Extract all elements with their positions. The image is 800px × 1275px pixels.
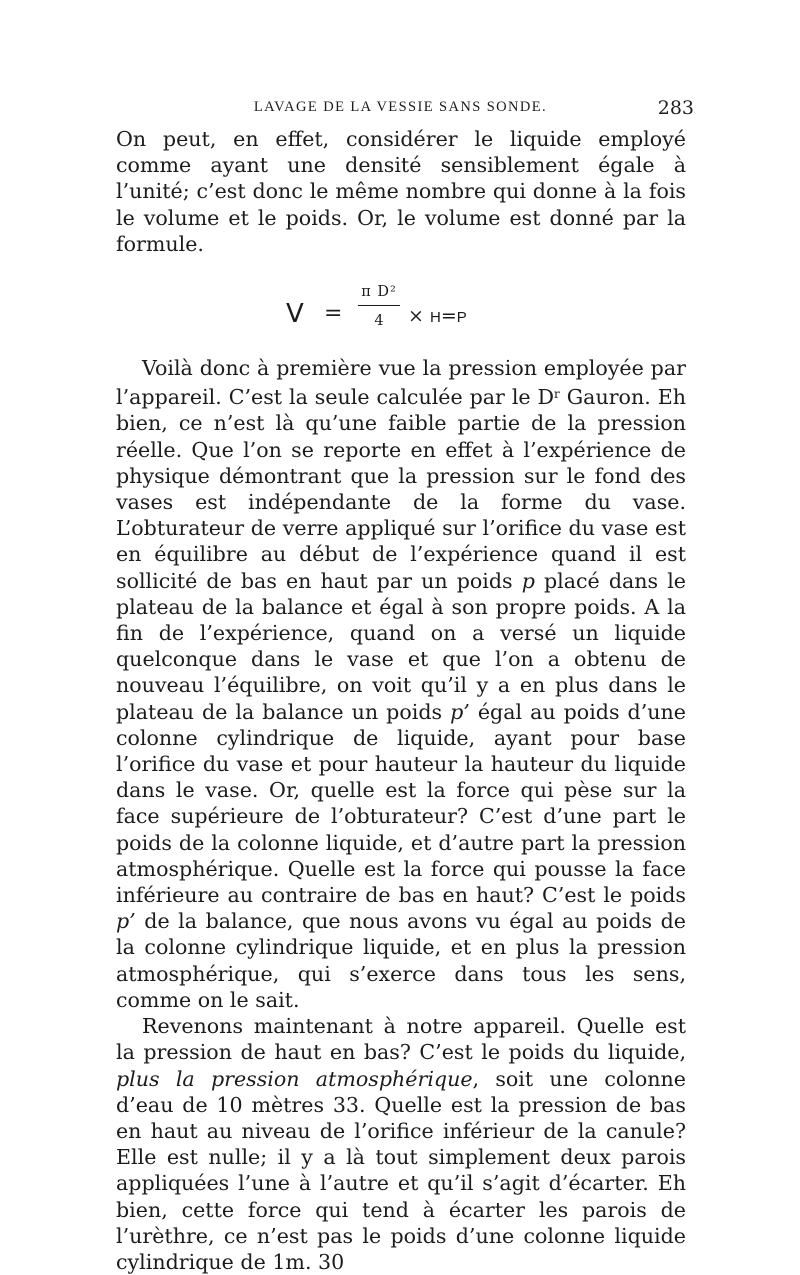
running-title: LAVAGE DE LA VESSIE SANS SONDE. xyxy=(253,99,548,115)
formula-equals: = xyxy=(324,301,343,327)
p2-var-p-prime: p’ xyxy=(450,699,470,724)
p2-text-b: Gauron. Eh bien, ce n’est là qu’une faible partie de la pression réelle. Que l’on se reporte en effet à l’expérience de physique démontrant que la pression sur le fond des vases est indépendante de la forme du vase. L’obturateur de verre appliqué sur l’orifice du vase est en équilibre au début de l’expérience quand il est sollicité de bas en haut par un poids xyxy=(116,385,686,593)
p3-italic: plus la pression atmosphérique xyxy=(116,1066,473,1091)
p2-var-p-prime-2: p’ xyxy=(116,909,136,934)
page-number: 283 xyxy=(657,97,694,119)
p2-text-d: égal au poids d’une colonne cylindrique de liquide, ayant pour base l’orifice du vase et pour hauteur la hauteur du liquide dans le vase. Or, quelle est la force qui pèse sur la face supérieure de l’obturateur? C’est d’une part le poids de la colonne liquide, et d’autre part la pression atmosphérique. Quelle est la force qui pousse la face inférieure au contraire de bas en haut? C’est le poids xyxy=(116,699,686,908)
p2-text-c: placé dans le plateau de la balance et égal à son propre poids. A la fin de l’expérience, quand on a versé un liquide quelconque dans le vase et que l’on a obtenu de nouveau l’équilibre, on voit qu’il y a en plus dans le plateau de la balance un poids xyxy=(116,568,686,724)
formula-rest xyxy=(408,303,467,331)
p2-text-e: de la balance, que nous avons vu égal au poids de la colonne cylindrique liquide, et en plus la pression atmosphérique, qui s’exerce dans tous les sens, comme on le sait. xyxy=(116,909,686,1012)
formula-lhs: V xyxy=(286,299,304,330)
formula-numerator: π D² xyxy=(361,284,397,301)
formula-h: H xyxy=(429,309,441,327)
p2-var-p: p xyxy=(521,568,535,593)
paragraph-1: On peut, en effet, considérer le liquide employé comme ayant une densité sensiblement égale à l’unité; c’est donc le même nombre qui donne à la fois le volume et le poids. Or, le volume est donné par la formule. xyxy=(116,127,686,256)
p2-superscript: r xyxy=(554,387,560,402)
body-text xyxy=(116,126,686,1275)
formula-fraction xyxy=(354,279,404,335)
formula-equals-2: = xyxy=(440,305,457,328)
volume-formula xyxy=(286,279,516,339)
fraction-bar xyxy=(358,305,400,306)
p3-text-b: , soit une colonne d’eau de 10 mètres 33. Quelle est la pression de bas en haut au niveau de l’orifice inférieur de la canule? Elle est nulle; il y a là tout simplement deux parois appliquées l’une à l’autre et qu’il s’agit d’écarter. Eh bien, cette force qui tend à écarter les parois de l’urèthre, ce n’est pas le poids d’une colonne liquide cylindrique de 1m. 30 xyxy=(116,1066,686,1274)
p2-text-a: Voilà donc à première vue la pression employée par l’appareil. C’est la seule calculée par le D xyxy=(116,356,686,410)
running-head xyxy=(113,97,694,121)
p3-text-a: Revenons maintenant à notre appareil. Quelle est la pression de haut en bas? C’est le poids du liquide, xyxy=(116,1014,686,1065)
formula-denominator: 4 xyxy=(374,313,384,330)
formula-p: P xyxy=(456,309,467,327)
formula-times: × xyxy=(408,305,424,328)
paragraph-3 xyxy=(116,1013,686,1275)
formula-block xyxy=(116,257,686,355)
paragraph-2 xyxy=(116,355,686,1013)
